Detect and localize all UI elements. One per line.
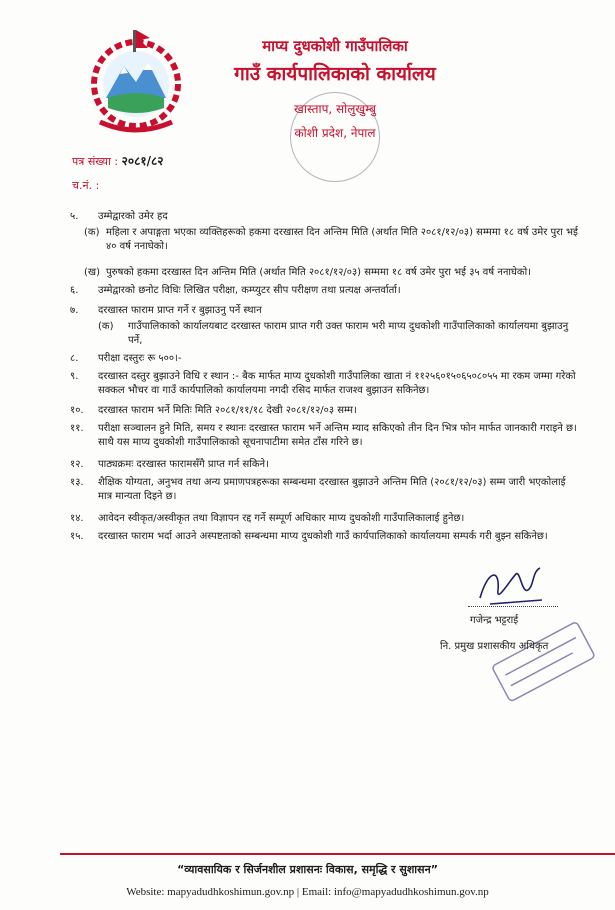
municipality-emblem-icon [86,26,186,136]
item-number: १०. [70,405,84,416]
list-sub-item [84,266,594,280]
item-text: दरखास्त फाराम भर्ने मितिः मिति २०८१/११/१८ देखी २०८१/१२/०३ सम्म। [98,405,357,416]
sub-item-label: (ख) [84,267,100,278]
signatory-name: गजेन्द्र भट्टराई [470,615,519,626]
signature-line [468,606,558,607]
item-number: ६. [70,285,79,296]
letter-number-label: पत्र संख्या : [72,155,119,168]
list-item [70,512,580,526]
dispatch-number: च.नं. : [72,179,100,192]
item-number: १४. [70,513,84,524]
item-number: १५. [70,531,84,542]
list-item [70,304,580,318]
list-item [70,404,580,418]
signatory-title: नि. प्रमुख प्रशासकीय अधिकृत [440,641,549,652]
item-number: ८. [70,353,79,364]
item-number: ९. [70,371,79,382]
footer-motto: “व्यावसायिक र सिर्जनशील प्रशासनः विकास, समृद्धि र सुशासन” [177,863,438,876]
list-item [70,476,580,504]
item-number: १२. [70,459,84,470]
office-name: माप्य दुधकोशी गाउँपालिका [262,37,408,55]
list-item [70,210,580,224]
list-item [70,530,580,544]
office-title: गाउँ कार्यपालिकाको कार्यालय [234,63,436,85]
item-text: दरखास्त फाराम भर्दा आउने अस्पष्टताको सम्बन्धमा माप्य दुधकोशी गाउँ कार्यपालिकाको कार्यालयमा सम्पर्क गरी बुझ्न सकिनेछ। [98,531,548,542]
sub-item-text: महिला र अपाङ्गता भएका व्यक्तिहरूको हकमा दरखास्त दिन अन्तिम मिति (अर्थात मिति २०८१/१२/०३) सम्ममा १८ वर्ष उमेर पुरा भई ४० वर्ष ननाघेको। [106,227,578,252]
item-text: दरखास्त फाराम प्राप्त गर्ने र बुझाउनु पर्ने स्थान [98,305,262,316]
item-number: १३. [70,477,84,488]
official-seal-icon [478,618,608,708]
sub-item-label: (क) [84,227,100,238]
list-item [70,284,580,298]
item-text: उम्मेद्वारको छनोट विधिः लिखित परीक्षा, कम्प्युटर सीप परीक्षण तथा प्रत्यक्ष अन्तर्वार्ता। [98,285,401,296]
list-sub-item [84,226,584,254]
sub-item-text: पुरुषको हकमा दरखास्त दिन अन्तिम मिति (अर्थात मिति २०८१/१२/०३) सम्ममा १८ वर्ष उमेर पुरा भई ३५ वर्ष ननाघेको। [106,267,531,278]
list-item [70,422,580,450]
item-text: उम्मेद्वारको उमेर हद [98,211,168,222]
list-item [70,352,580,366]
item-text: शैक्षिक योग्यता, अनुभव तथा अन्य प्रमाणपत्रहरूका सम्बन्धमा दरखास्त बुझाउने अन्तिम मिति (२०८१/१२/०३) सम्म जारी भएकोलाई मात्र मान्यता दिइने छ। [98,477,566,502]
item-number: ११. [70,423,84,434]
item-text: आवेदन स्वीकृत/अस्वीकृत तथा विज्ञापन रद्द गर्ने सम्पूर्ण अधिकार माप्य दुधकोशी गाउँपालिकालाई हुनेछ। [98,513,465,524]
item-number: ७. [70,305,79,316]
item-text: परीक्षा दस्तुरः रू ५००।- [98,353,182,364]
list-sub-item [98,320,578,348]
footer-divider [60,853,615,855]
item-text: दरखास्त दस्तुर बुझाउने विधि र स्थान :- बैक मार्फत माप्य दुधकोशी गाउँपालिका खाता नं ११२५६०१५०६५०८०५५ मा रकम जम्मा गरेको सक्कल भौचर वा गाउँ कार्यपालिको कार्यालयमा नगदी रसिद मार्फत राजश्व बुझाउन सकिनेछ। [98,371,576,396]
address-line-2: कोशी प्रदेश, नेपाल [294,126,376,140]
item-text: पाठ्यक्रमः दरखास्त फारामसँगै प्राप्त गर्न सकिने। [98,459,269,470]
letter-number-value: २०८१/८२ [121,154,164,168]
handwritten-signature-icon [470,560,550,610]
letter-number [72,152,163,169]
item-text: परीक्षा सञ्चालन हुने मिति, समय र स्थानः दरखास्त फाराम भर्ने अन्तिम म्याद सकिएको तीन दिन भित्र फोन मार्फत जानकारी गराइने छ। साथै यस माप्य दुधकोशी गाउँपालिकाको सूचनापाटीमा समेत टाँस गरिने छ। [98,423,577,448]
address-line-1: खास्ताप, सोलुखुम्बु [294,102,376,116]
sub-item-label: (क) [98,321,114,332]
item-number: ५. [70,211,79,222]
sub-item-text: गाउँपालिकाको कार्यालयबाट दरखास्त फाराम प्राप्त गरी उक्त फाराम भरी माप्य दुधकोशी गाउँपालिकाको कार्यालयमा बुझाउनु पर्ने, [128,321,569,346]
list-item [70,370,580,398]
list-item [70,458,580,472]
footer-contact: Website: mapyadudhkoshimun.gov.np | Email: info@mapyadudhkoshimun.gov.np [126,886,489,898]
